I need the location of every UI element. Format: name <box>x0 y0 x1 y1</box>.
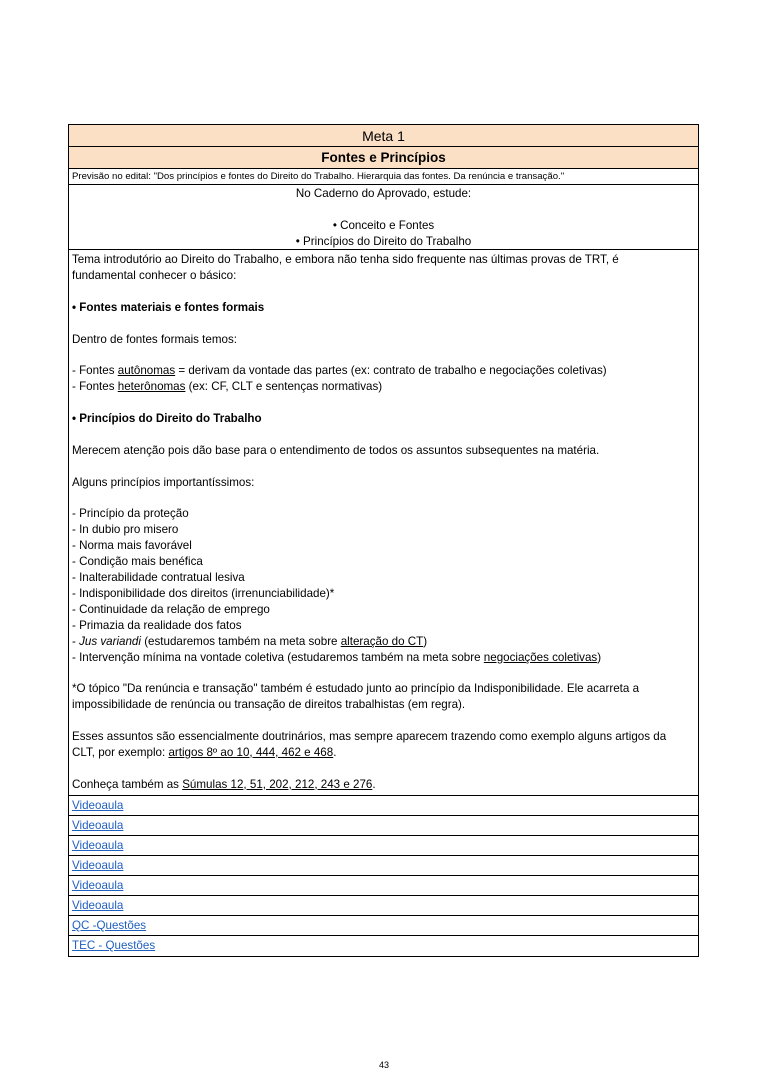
link-row <box>69 916 698 936</box>
term-jus-variandi: Jus variandi <box>79 634 141 648</box>
principio-item: - Princípio da proteção <box>72 507 189 521</box>
principio-item: - Inalterabilidade contratual lesiva <box>72 571 245 585</box>
caderno-intro: No Caderno do Aprovado, estude: <box>295 187 472 200</box>
principio-item: - Primazia da realidade dos fatos <box>72 618 242 632</box>
intro-line: fundamental conhecer o básico: <box>72 268 237 282</box>
link-row <box>69 816 698 836</box>
assuntos-clt: CLT, por exemplo: artigos 8º ao 10, 444, 462 e 468. <box>72 745 337 759</box>
link-row <box>69 896 698 916</box>
topic-title: Fontes e Princípios <box>69 147 698 169</box>
link-row <box>69 836 698 856</box>
link-row <box>69 796 698 816</box>
caderno-item: • Princípios do Direito do Trabalho <box>295 234 472 248</box>
principio-item-jus-variandi: - Jus variandi (estudaremos também na meta sobre alteração do CT) <box>72 634 428 648</box>
principio-item-intervencao: - Intervenção mínima na vontade coletiva (estudaremos também na meta sobre negociações coletivas) <box>72 650 602 664</box>
ref-negociacoes-coletivas: negociações coletivas <box>483 650 598 664</box>
videoaula-link[interactable]: Videoaula <box>72 879 124 892</box>
link-row <box>69 856 698 876</box>
ref-sumulas: Súmulas 12, 51, 202, 212, 243 e 276 <box>182 777 373 791</box>
principio-item: - Norma mais favorável <box>72 539 192 553</box>
fontes-heteronomas: - Fontes heterônomas (ex: CF, CLT e sentenças normativas) <box>72 380 383 394</box>
videoaula-link[interactable]: Videoaula <box>72 819 124 832</box>
ref-alteracao-ct: alteração do CT <box>340 634 424 648</box>
term-heteronomas: heterônomas <box>117 380 186 394</box>
formais-intro: Dentro de fontes formais temos: <box>72 332 237 346</box>
section-heading-fontes: • Fontes materiais e fontes formais <box>72 300 265 314</box>
link-row <box>69 876 698 896</box>
term-autonomas: autônomas <box>117 364 176 378</box>
qc-questoes-link[interactable]: QC -Questões <box>72 919 147 932</box>
content-section <box>69 250 698 796</box>
page-number: 43 <box>378 1060 389 1070</box>
videoaula-link[interactable]: Videoaula <box>72 899 124 912</box>
principio-item: - Continuidade da relação de emprego <box>72 602 270 616</box>
renuncia-note: *O tópico "Da renúncia e transação" também é estudado junto ao princípio da Indisponibilidade. Ele acarreta a <box>72 682 640 696</box>
blank-line <box>69 202 698 218</box>
section-heading-principios: • Princípios do Direito do Trabalho <box>72 412 262 425</box>
ref-artigos-clt: artigos 8º ao 10, 444, 462 e 468 <box>168 745 334 759</box>
principio-item: - Indisponibilidade dos direitos (irrenunciabilidade)* <box>72 586 335 600</box>
principio-item: - In dubio pro misero <box>72 523 179 537</box>
fontes-autonomas: - Fontes autônomas = derivam da vontade das partes (ex: contrato de trabalho e negociações coletivas) <box>72 364 607 378</box>
principio-item: - Condição mais benéfica <box>72 555 203 569</box>
link-row <box>69 936 698 956</box>
sumulas-text: Conheça também as Súmulas 12, 51, 202, 212, 243 e 276. <box>72 777 376 791</box>
edital-text: Previsão no edital: "Dos princípios e fontes do Direito do Trabalho. Hierarquia das fontes. Da renúncia e transação." <box>69 169 698 185</box>
renuncia-note: impossibilidade de renúncia ou transação de direitos trabalhistas (em regra). <box>72 698 466 712</box>
tec-questoes-link[interactable]: TEC - Questões <box>72 939 156 952</box>
atencao-text: Merecem atenção pois dão base para o entendimento de todos os assuntos subsequentes na matéria. <box>72 443 600 457</box>
meta-title: Meta 1 <box>69 125 698 147</box>
caderno-section <box>69 185 698 250</box>
study-table <box>68 124 699 957</box>
assuntos-text: Esses assuntos são essencialmente doutrinários, mas sempre aparecem trazendo como exemplo alguns artigos da <box>72 730 667 744</box>
videoaula-link[interactable]: Videoaula <box>72 799 124 812</box>
caderno-item: • Conceito e Fontes <box>332 218 435 232</box>
intro-line: Tema introdutório ao Direito do Trabalho, e embora não tenha sido frequente nas últimas provas de TRT, é <box>72 253 619 266</box>
videoaula-link[interactable]: Videoaula <box>72 839 124 852</box>
videoaula-link[interactable]: Videoaula <box>72 859 124 872</box>
alguns-text: Alguns princípios importantíssimos: <box>72 475 255 489</box>
